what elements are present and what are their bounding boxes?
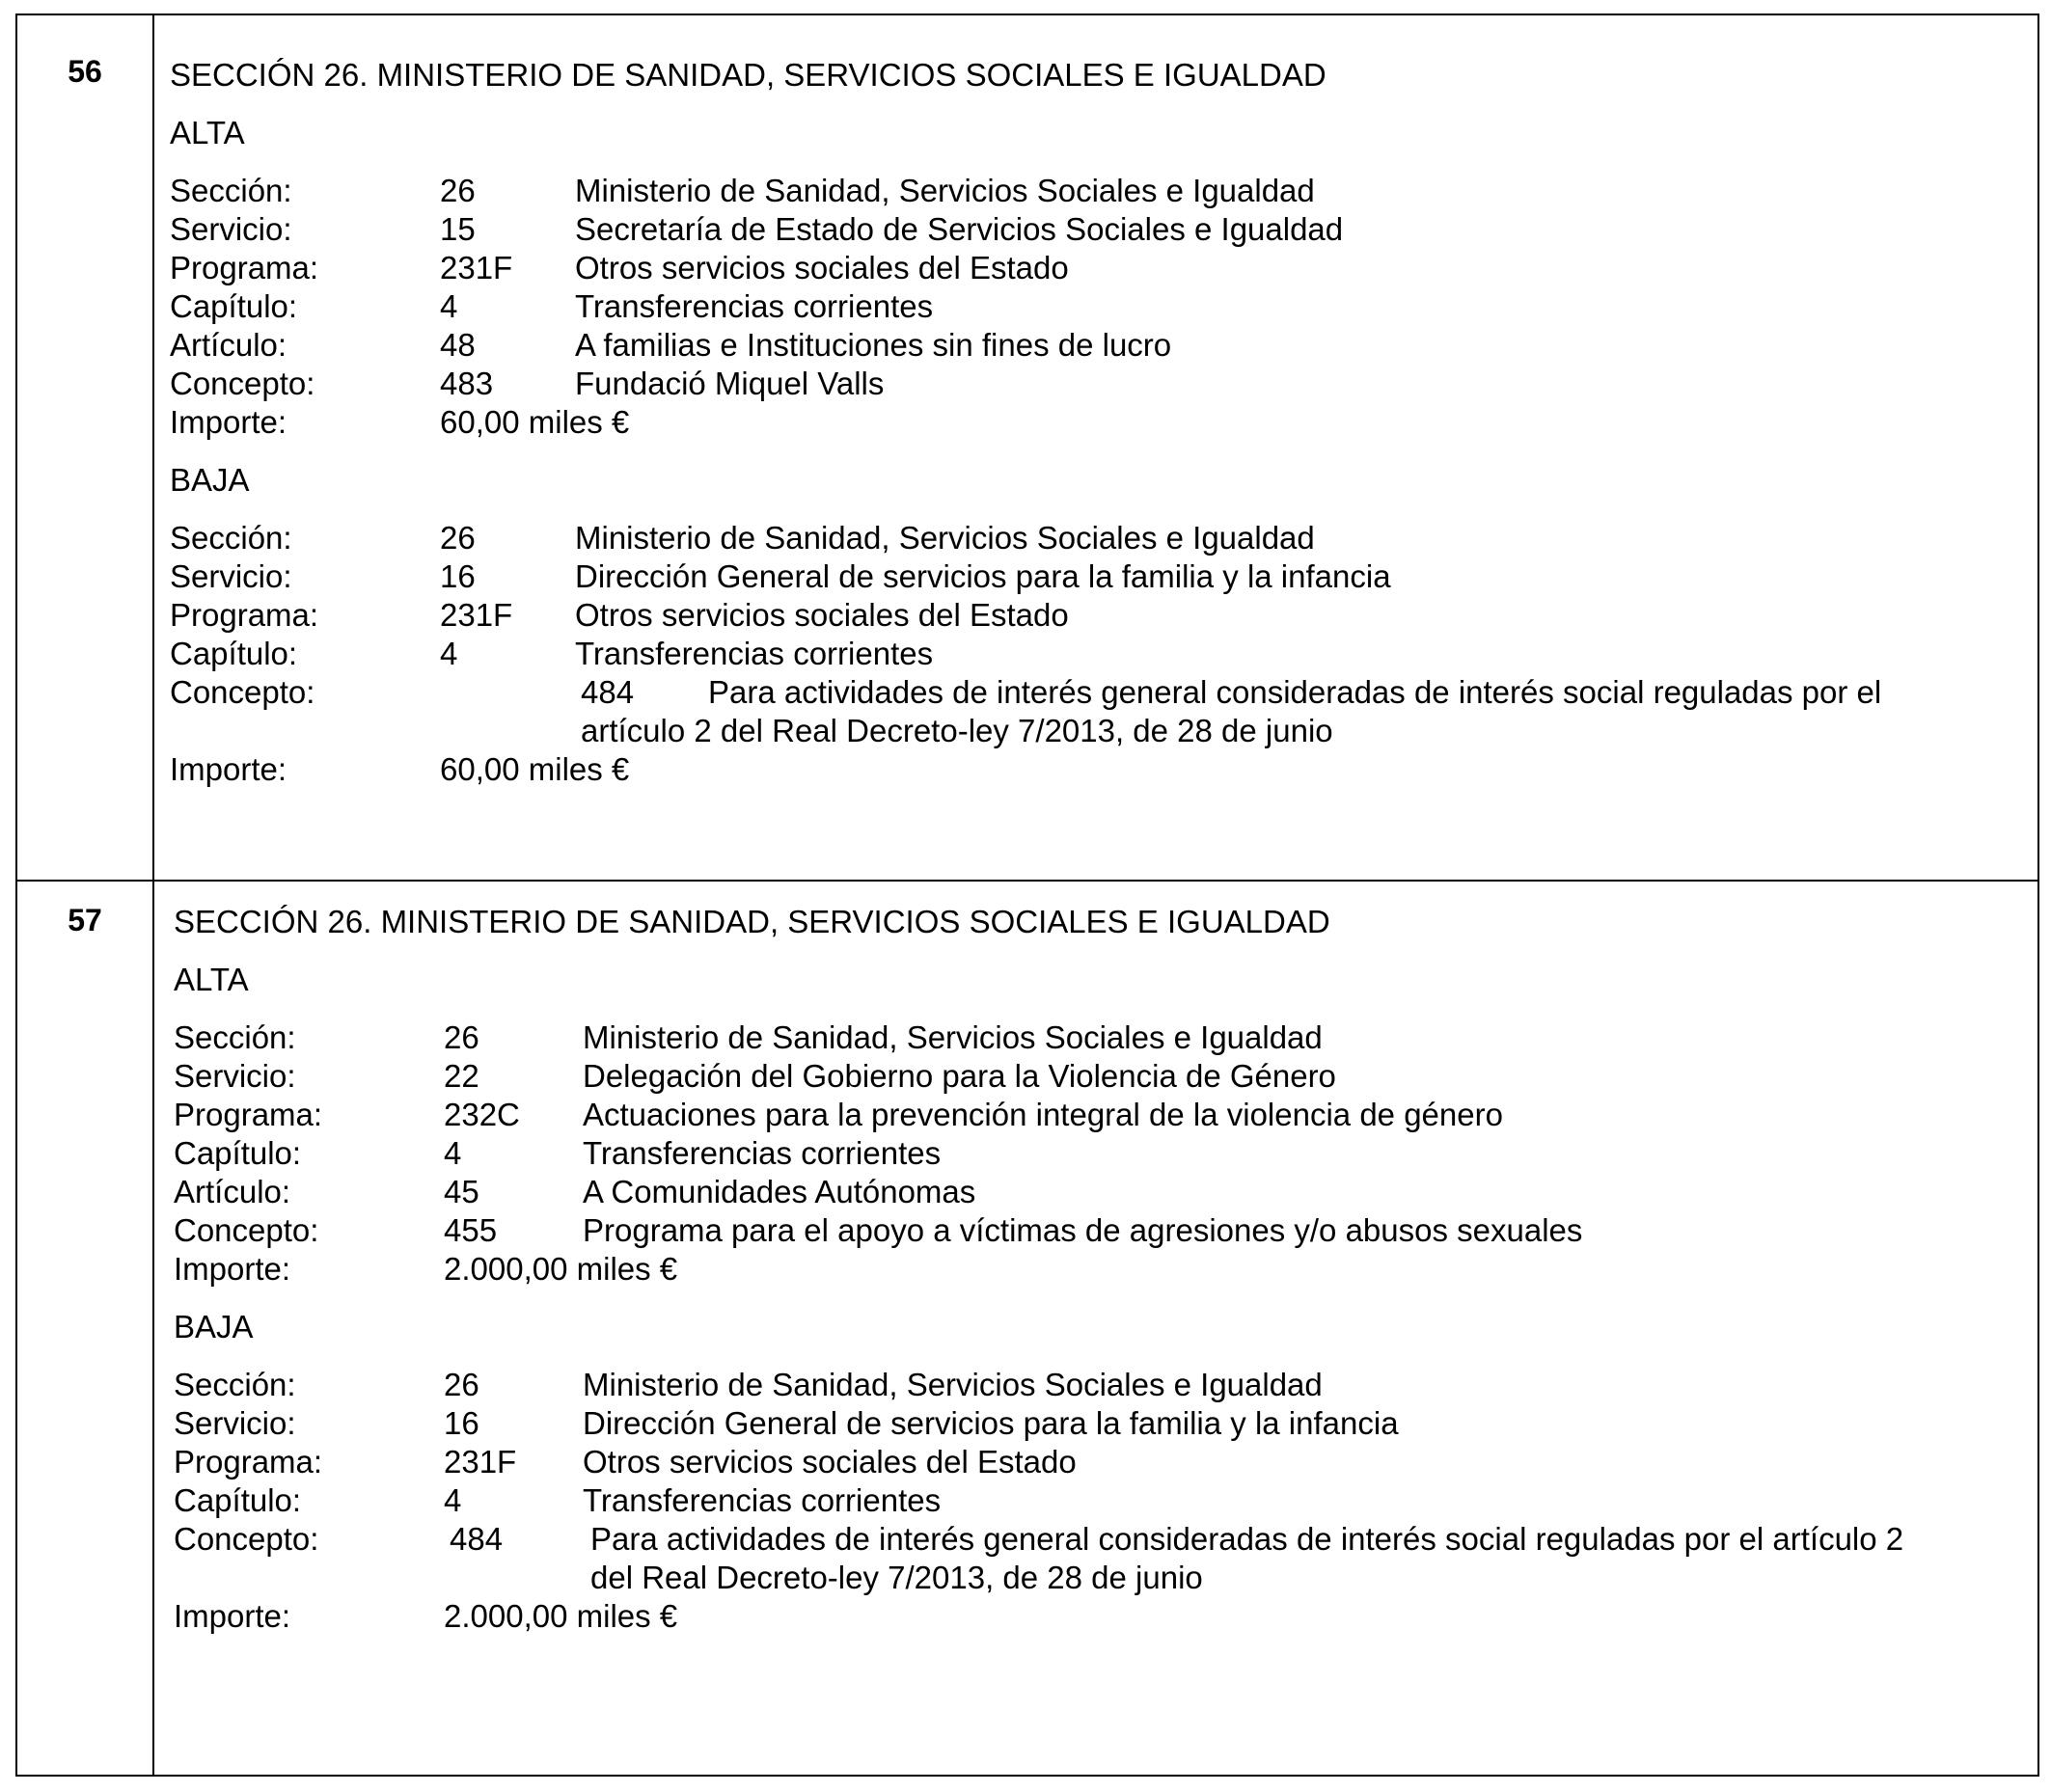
row-description: Fundació Miquel Valls bbox=[575, 366, 885, 401]
importe-label: Importe: bbox=[170, 404, 287, 440]
row-description-continuation: del Real Decreto-ley 7/2013, de 28 de junio bbox=[590, 1560, 1203, 1595]
row-description: Ministerio de Sanidad, Servicios Sociales e Igualdad bbox=[575, 520, 1315, 556]
row-description: Programa para el apoyo a víctimas de agresiones y/o abusos sexuales bbox=[583, 1212, 1583, 1248]
row-label: Programa: bbox=[174, 1097, 323, 1132]
importe-value: 2.000,00 miles € bbox=[444, 1251, 678, 1287]
row-description: Otros servicios sociales del Estado bbox=[583, 1444, 1077, 1480]
row-label: Sección: bbox=[174, 1019, 296, 1055]
row-description: Transferencias corrientes bbox=[575, 636, 934, 671]
row-code: 4 bbox=[440, 288, 458, 324]
row-label: Capítulo: bbox=[170, 636, 298, 671]
row-code: 483 bbox=[440, 366, 494, 401]
importe-value: 60,00 miles € bbox=[440, 751, 630, 787]
row-description: A Comunidades Autónomas bbox=[583, 1174, 976, 1209]
number-column bbox=[17, 15, 154, 880]
row-code: 15 bbox=[440, 211, 476, 247]
row-description: Secretaría de Estado de Servicios Sociales e Igualdad bbox=[575, 211, 1344, 247]
alta-heading: ALTA bbox=[174, 962, 249, 997]
row-code: 22 bbox=[444, 1058, 479, 1094]
row-description: Ministerio de Sanidad, Servicios Sociales e Igualdad bbox=[583, 1019, 1323, 1055]
amendment-block-57 bbox=[15, 880, 2039, 1777]
row-label: Servicio: bbox=[170, 211, 292, 247]
row-description: Ministerio de Sanidad, Servicios Sociales e Igualdad bbox=[583, 1367, 1323, 1402]
row-code: 45 bbox=[444, 1174, 479, 1209]
row-code: 455 bbox=[444, 1212, 498, 1248]
row-description: Para actividades de interés general consideradas de interés social reguladas por el artículo 2 bbox=[590, 1521, 1904, 1557]
row-code: 4 bbox=[440, 636, 458, 671]
row-label: Programa: bbox=[174, 1444, 323, 1480]
row-label: Programa: bbox=[170, 597, 319, 633]
baja-heading: BAJA bbox=[170, 462, 250, 498]
row-description: Otros servicios sociales del Estado bbox=[575, 250, 1069, 285]
row-description: Otros servicios sociales del Estado bbox=[575, 597, 1069, 633]
row-label: Capítulo: bbox=[174, 1135, 302, 1171]
baja-heading: BAJA bbox=[174, 1309, 254, 1344]
row-code: 484 bbox=[450, 1521, 504, 1557]
importe-value: 60,00 miles € bbox=[440, 404, 630, 440]
importe-label: Importe: bbox=[174, 1598, 291, 1634]
row-description-continuation: artículo 2 del Real Decreto-ley 7/2013, de 28 de junio bbox=[581, 713, 1333, 748]
row-label: Concepto: bbox=[170, 674, 315, 710]
row-label: Artículo: bbox=[170, 327, 287, 363]
amendment-content bbox=[174, 882, 2016, 1775]
row-code: 48 bbox=[440, 327, 476, 363]
alta-heading: ALTA bbox=[170, 115, 245, 150]
amendment-content bbox=[170, 15, 2016, 880]
row-label: Programa: bbox=[170, 250, 319, 285]
row-code: 232C bbox=[444, 1097, 520, 1132]
row-code: 4 bbox=[444, 1135, 462, 1171]
row-description: Transferencias corrientes bbox=[583, 1135, 942, 1171]
row-description: Para actividades de interés general consideradas de interés social reguladas por el bbox=[708, 674, 1882, 710]
importe-value: 2.000,00 miles € bbox=[444, 1598, 678, 1634]
row-label: Servicio: bbox=[170, 558, 292, 594]
row-description: Dirección General de servicios para la familia y la infancia bbox=[583, 1405, 1399, 1441]
row-label: Artículo: bbox=[174, 1174, 291, 1209]
row-description: Transferencias corrientes bbox=[583, 1482, 942, 1518]
row-label: Concepto: bbox=[170, 366, 315, 401]
row-description: Dirección General de servicios para la familia y la infancia bbox=[575, 558, 1391, 594]
row-code: 16 bbox=[440, 558, 476, 594]
row-code: 26 bbox=[444, 1367, 479, 1402]
row-description: Actuaciones para la prevención integral de la violencia de género bbox=[583, 1097, 1503, 1132]
row-description: Ministerio de Sanidad, Servicios Sociales e Igualdad bbox=[575, 173, 1315, 208]
row-code: 26 bbox=[444, 1019, 479, 1055]
row-label: Sección: bbox=[170, 520, 292, 556]
row-label: Sección: bbox=[170, 173, 292, 208]
row-label: Concepto: bbox=[174, 1521, 319, 1557]
row-description: Delegación del Gobierno para la Violencia de Género bbox=[583, 1058, 1336, 1094]
row-label: Sección: bbox=[174, 1367, 296, 1402]
row-code: 231F bbox=[440, 597, 513, 633]
amendment-block-56 bbox=[15, 14, 2039, 882]
row-label: Capítulo: bbox=[170, 288, 298, 324]
amendment-number: 56 bbox=[68, 54, 102, 89]
row-label: Servicio: bbox=[174, 1405, 296, 1441]
row-code: 26 bbox=[440, 173, 476, 208]
row-label: Concepto: bbox=[174, 1212, 319, 1248]
row-description: Transferencias corrientes bbox=[575, 288, 934, 324]
section-title: SECCIÓN 26. MINISTERIO DE SANIDAD, SERVICIOS SOCIALES E IGUALDAD bbox=[174, 904, 1330, 939]
row-code: 231F bbox=[444, 1444, 517, 1480]
importe-label: Importe: bbox=[170, 751, 287, 787]
amendment-number: 57 bbox=[68, 903, 102, 937]
row-code: 26 bbox=[440, 520, 476, 556]
row-label: Capítulo: bbox=[174, 1482, 302, 1518]
row-code: 484 bbox=[581, 674, 635, 710]
row-code: 4 bbox=[444, 1482, 462, 1518]
row-code: 231F bbox=[440, 250, 513, 285]
number-column bbox=[17, 882, 154, 1775]
row-label: Servicio: bbox=[174, 1058, 296, 1094]
row-code: 16 bbox=[444, 1405, 479, 1441]
row-description: A familias e Instituciones sin fines de lucro bbox=[575, 327, 1172, 363]
importe-label: Importe: bbox=[174, 1251, 291, 1287]
section-title: SECCIÓN 26. MINISTERIO DE SANIDAD, SERVICIOS SOCIALES E IGUALDAD bbox=[170, 57, 1326, 93]
